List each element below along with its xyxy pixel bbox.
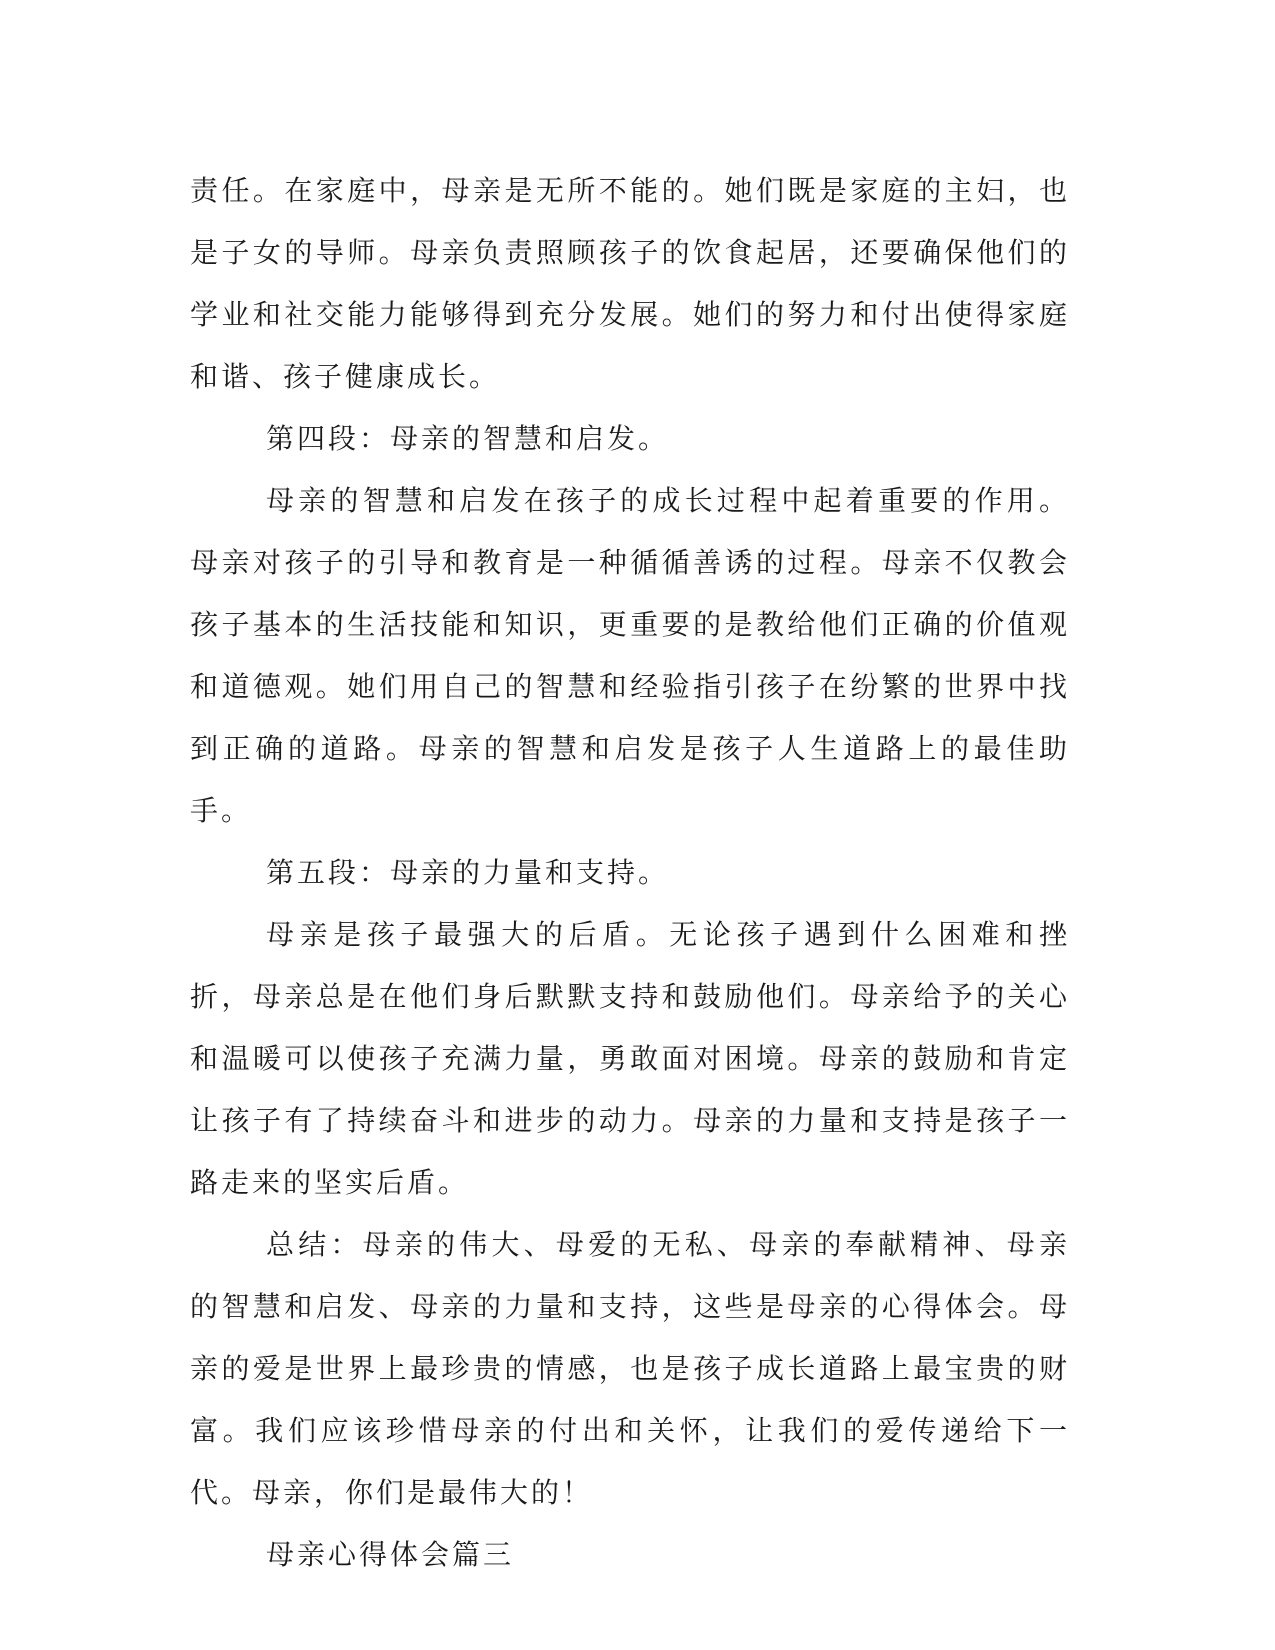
document-body [190, 160, 1070, 1586]
article-title-part-3: 母亲心得体会篇三 [266, 1538, 515, 1571]
section-heading-5: 第五段：母亲的力量和支持。 [266, 856, 670, 889]
section-heading-4: 第四段：母亲的智慧和启发。 [266, 422, 670, 455]
paragraph-strength: 母亲是孩子最强大的后盾。无论孩子遇到什么困难和挫折，母亲总是在他们身后默默支持和鼓励他们。母亲给予的关心和温暖可以使孩子充满力量，勇敢面对困境。母亲的鼓励和肯定让孩子有了持续奋斗和进步的动力。母亲的力量和支持是孩子一路走来的坚实后盾。 [190, 918, 1070, 1199]
paragraph-continuation: 责任。在家庭中，母亲是无所不能的。她们既是家庭的主妇，也是子女的导师。母亲负责照顾孩子的饮食起居，还要确保他们的学业和社交能力能够得到充分发展。她们的努力和付出使得家庭和谐、孩子健康成长。 [190, 174, 1070, 393]
paragraph-wisdom: 母亲的智慧和启发在孩子的成长过程中起着重要的作用。母亲对孩子的引导和教育是一种循循善诱的过程。母亲不仅教会孩子基本的生活技能和知识，更重要的是教给他们正确的价值观和道德观。她们用自己的智慧和经验指引孩子在纷繁的世界中找到正确的道路。母亲的智慧和启发是孩子人生道路上的最佳助手。 [190, 484, 1070, 827]
paragraph-summary: 总结：母亲的伟大、母爱的无私、母亲的奉献精神、母亲的智慧和启发、母亲的力量和支持，这些是母亲的心得体会。母亲的爱是世界上最珍贵的情感，也是孩子成长道路上最宝贵的财富。我们应该珍惜母亲的付出和关怀，让我们的爱传递给下一代。母亲，你们是最伟大的！ [190, 1228, 1070, 1509]
